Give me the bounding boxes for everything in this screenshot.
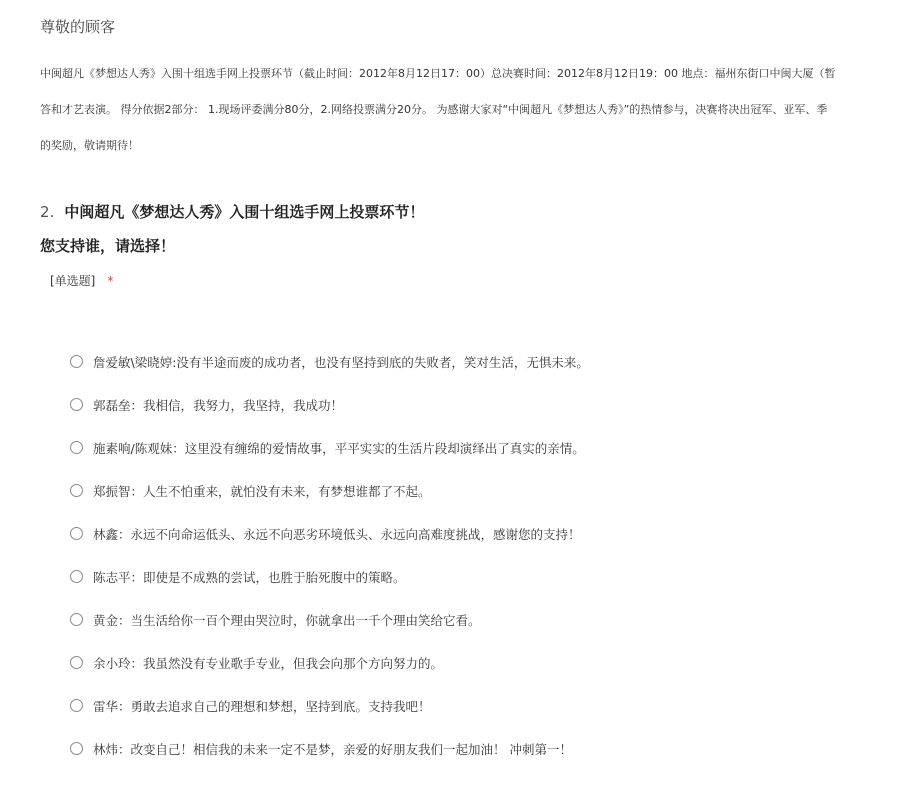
intro-paragraph (40, 56, 900, 164)
option-label[interactable]: 詹爱敏\梁晓婷:没有半途而废的成功者，也没有坚持到底的失败者，笑对生活，无惧未来。 (93, 354, 589, 370)
intro-line: 中闽超凡《梦想达人秀》入围十组选手网上投票环节（截止时间：2012年8月12日17：00）总决赛时间：2012年8月12日19：00 地点：福州东街口中闽大厦（暂 (40, 67, 836, 80)
option-label[interactable]: 陈志平：即使是不成熟的尝试，也胜于胎死腹中的策略。 (93, 569, 406, 585)
radio-button-icon[interactable] (70, 742, 83, 755)
intro-line: 的奖励，敬请期待！ (40, 139, 139, 152)
question-block (40, 200, 880, 289)
radio-button-icon[interactable] (70, 441, 83, 454)
radio-option[interactable] (70, 469, 870, 512)
option-label[interactable]: 余小玲：我虽然没有专业歌手专业，但我会向那个方向努力的。 (93, 655, 444, 671)
radio-button-icon[interactable] (70, 699, 83, 712)
question-title (40, 200, 880, 224)
radio-option[interactable] (70, 684, 870, 727)
radio-button-icon[interactable] (70, 527, 83, 540)
question-title-text: 中闽超凡《梦想达人秀》入围十组选手网上投票环节！ (64, 203, 425, 221)
radio-option[interactable] (70, 555, 870, 598)
radio-button-icon[interactable] (70, 613, 83, 626)
option-label[interactable]: 郭磊垒：我相信，我努力，我坚持，我成功！ (93, 397, 344, 413)
options-list (70, 340, 870, 770)
question-meta (50, 272, 880, 289)
radio-option[interactable] (70, 383, 870, 426)
radio-button-icon[interactable] (70, 355, 83, 368)
radio-button-icon[interactable] (70, 484, 83, 497)
radio-button-icon[interactable] (70, 398, 83, 411)
radio-button-icon[interactable] (70, 656, 83, 669)
radio-button-icon[interactable] (70, 570, 83, 583)
radio-option[interactable] (70, 641, 870, 684)
option-label[interactable]: 郑振智：人生不怕重来，就怕没有未来，有梦想谁都了不起。 (93, 483, 431, 499)
option-label[interactable]: 林炜：改变自己！相信我的未来一定不是梦，亲爱的好朋友我们一起加油！ 冲刺第一！ (93, 741, 572, 757)
required-marker: * (107, 274, 114, 288)
question-type-label: [单选题] (50, 274, 96, 288)
intro-line: 答和才艺表演。 得分依据2部分： 1.现场评委满分80分，2.网络投票满分20分。 为感谢大家对“中闽超凡《梦想达人秀》”的热情参与，决赛将决出冠军、亚军、季 (40, 103, 828, 116)
radio-option[interactable] (70, 340, 870, 383)
question-subtitle: 您支持谁，请选择！ (40, 237, 176, 255)
radio-option[interactable] (70, 727, 870, 770)
option-label[interactable]: 施素响/陈观妹：这里没有缠绵的爱情故事，平平实实的生活片段却演绎出了真实的亲情。 (93, 440, 585, 456)
option-label[interactable]: 林鑫：永远不向命运低头、永远不向恶劣环境低头、永远向高难度挑战，感谢您的支持！ (93, 526, 581, 542)
question-number: 2. (40, 203, 55, 221)
radio-option[interactable] (70, 598, 870, 641)
greeting-heading: 尊敬的顾客 (40, 18, 116, 36)
option-label[interactable]: 雷华：勇敢去追求自己的理想和梦想，坚持到底。支持我吧！ (93, 698, 431, 714)
radio-option[interactable] (70, 512, 870, 555)
option-label[interactable]: 黄金：当生活给你一百个理由哭泣时，你就拿出一千个理由笑给它看。 (93, 612, 481, 628)
radio-option[interactable] (70, 426, 870, 469)
